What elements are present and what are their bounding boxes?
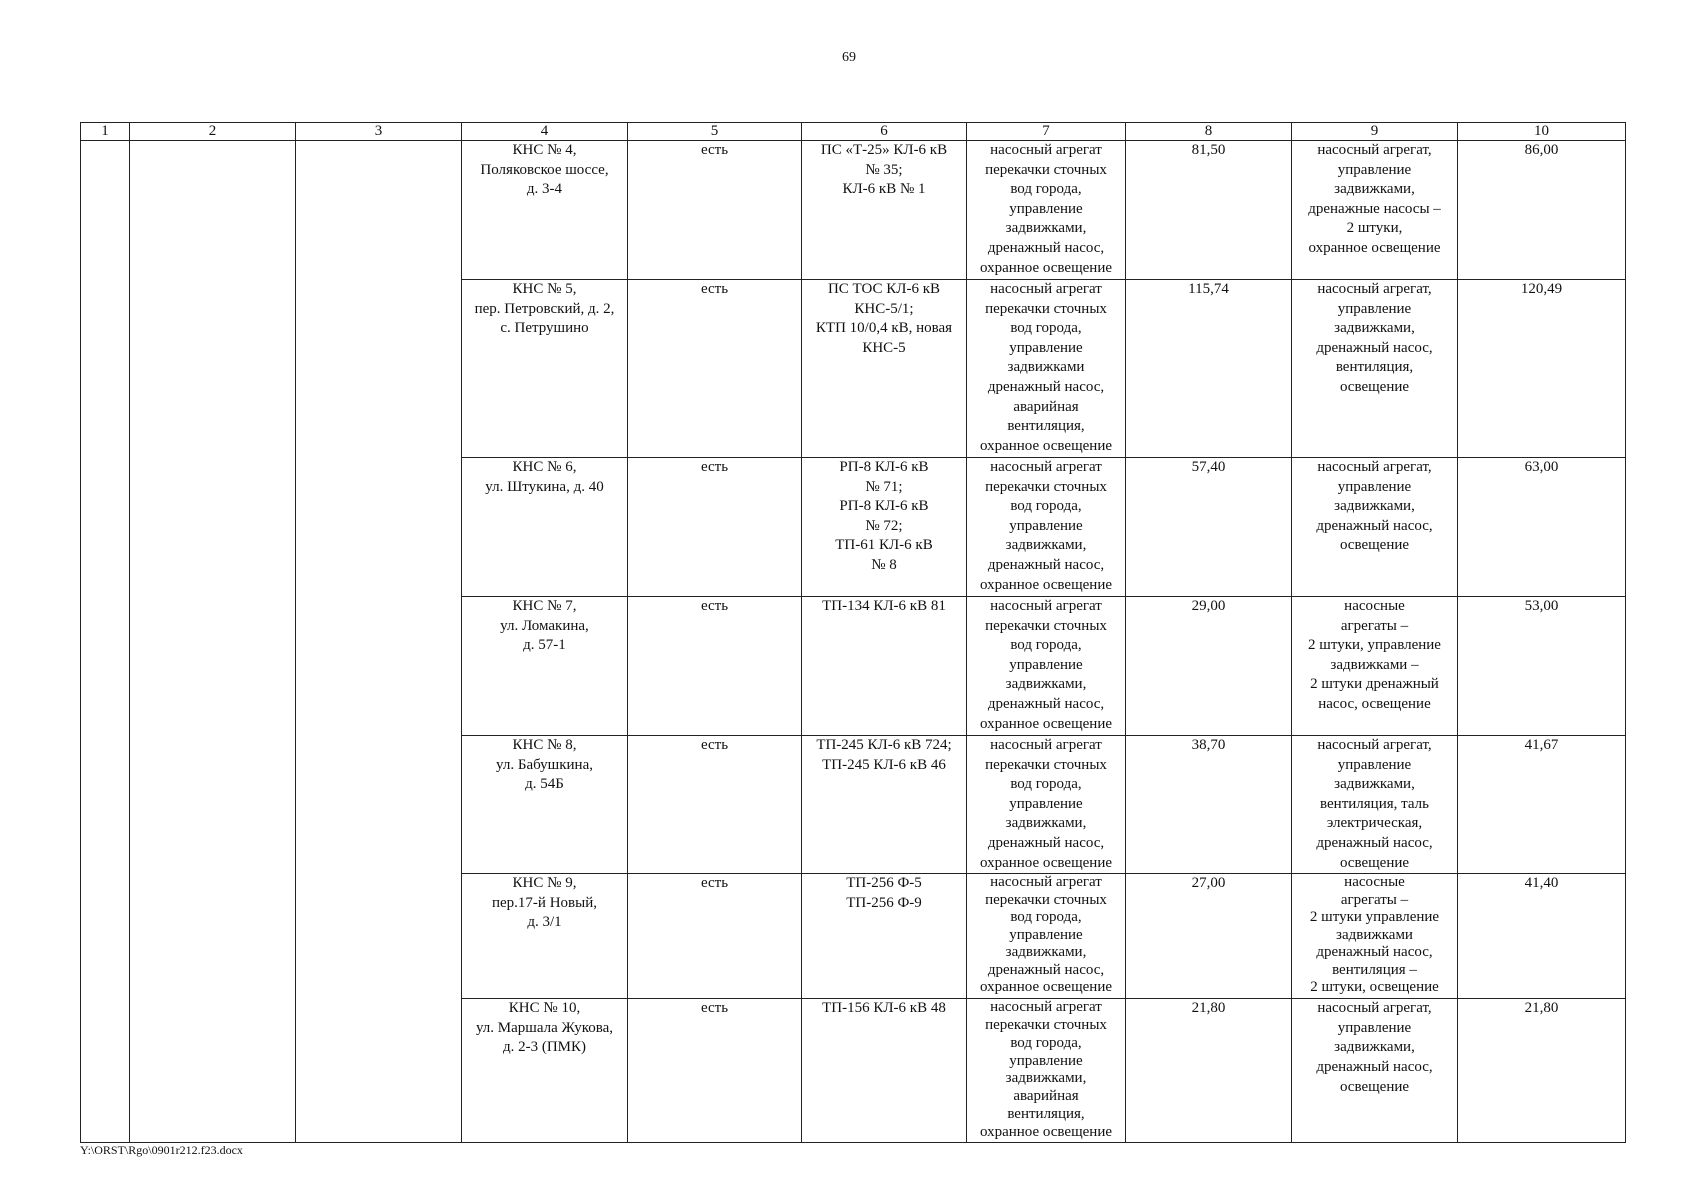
equipment: насосный агрегат перекачки сточных вод города, управление задвижками, дренажный насос, охранное освещение: [967, 597, 1126, 736]
equipment-alt: насосный агрегат, управление задвижками, дренажный насос, вентиляция, освещение: [1292, 280, 1458, 458]
equipment: насосный агрегат перекачки сточных вод города, управление задвижками, дренажный насос, охранное освещение: [967, 141, 1126, 280]
merged-cell-col1: [81, 141, 130, 1143]
equipment-alt: насосный агрегат, управление задвижками, дренажный насос, освещение: [1292, 999, 1458, 1142]
station-address: КНС № 4, Поляковское шоссе, д. 3-4: [462, 141, 628, 280]
load-value-alt: 53,00: [1458, 597, 1626, 736]
load-value: 21,80: [1126, 999, 1292, 1142]
availability: есть: [628, 597, 802, 736]
station-address: КНС № 8, ул. Бабушкина, д. 54Б: [462, 736, 628, 874]
column-number: 2: [130, 123, 296, 141]
equipment-alt: насосный агрегат, управление задвижками, дренажный насос, освещение: [1292, 458, 1458, 597]
table-row: [81, 141, 1626, 280]
availability: есть: [628, 874, 802, 999]
equipment-alt: насосный агрегат, управление задвижками, дренажные насосы – 2 штуки, охранное освещение: [1292, 141, 1458, 280]
column-number: 7: [967, 123, 1126, 141]
power-supply: ТП-245 КЛ-6 кВ 724; ТП-245 КЛ-6 кВ 46: [802, 736, 967, 874]
power-supply: ТП-256 Ф-5 ТП-256 Ф-9: [802, 874, 967, 999]
column-number: 1: [81, 123, 130, 141]
file-path-footer: Y:\ORST\Rgo\0901r212.f23.docx: [80, 1143, 243, 1157]
merged-cell-col3: [296, 141, 462, 1143]
load-value-alt: 63,00: [1458, 458, 1626, 597]
station-address: КНС № 6, ул. Штукина, д. 40: [462, 458, 628, 597]
station-address: КНС № 9, пер.17-й Новый, д. 3/1: [462, 874, 628, 999]
page-number: 69: [842, 50, 856, 65]
equipment: насосный агрегат перекачки сточных вод города, управление задвижками дренажный насос, аварийная вентиляция, охранное освещение: [967, 280, 1126, 458]
availability: есть: [628, 141, 802, 280]
load-value: 38,70: [1126, 736, 1292, 874]
column-number: 10: [1458, 123, 1626, 141]
power-supply: ПС «Т-25» КЛ-6 кВ № 35; КЛ-6 кВ № 1: [802, 141, 967, 280]
equipment: насосный агрегат перекачки сточных вод города, управление задвижками, дренажный насос, охранное освещение: [967, 736, 1126, 874]
column-number: 5: [628, 123, 802, 141]
load-value: 115,74: [1126, 280, 1292, 458]
power-supply: РП-8 КЛ-6 кВ № 71; РП-8 КЛ-6 кВ № 72; ТП-61 КЛ-6 кВ № 8: [802, 458, 967, 597]
column-number: 6: [802, 123, 967, 141]
availability: есть: [628, 280, 802, 458]
load-value: 27,00: [1126, 874, 1292, 999]
load-value: 81,50: [1126, 141, 1292, 280]
load-value-alt: 41,67: [1458, 736, 1626, 874]
station-address: КНС № 10, ул. Маршала Жукова, д. 2-3 (ПМК): [462, 999, 628, 1142]
merged-cell-col2: [130, 141, 296, 1143]
availability: есть: [628, 736, 802, 874]
load-value-alt: 21,80: [1458, 999, 1626, 1142]
load-value-alt: 41,40: [1458, 874, 1626, 999]
equipment-alt: насосные агрегаты – 2 штуки управление задвижками дренажный насос, вентиляция – 2 штуки, освещение: [1292, 874, 1458, 999]
station-address: КНС № 7, ул. Ломакина, д. 57-1: [462, 597, 628, 736]
equipment: насосный агрегат перекачки сточных вод города, управление задвижками, дренажный насос, охранное освещение: [967, 458, 1126, 597]
equipment-alt: насосный агрегат, управление задвижками, вентиляция, таль электрическая, дренажный насос, освещение: [1292, 736, 1458, 874]
load-value-alt: 86,00: [1458, 141, 1626, 280]
equipment: насосный агрегат перекачки сточных вод города, управление задвижками, дренажный насос, охранное освещение: [967, 874, 1126, 999]
power-supply: ПС ТОС КЛ-6 кВ КНС-5/1; КТП 10/0,4 кВ, новая КНС-5: [802, 280, 967, 458]
load-value: 57,40: [1126, 458, 1292, 597]
power-supply: ТП-134 КЛ-6 кВ 81: [802, 597, 967, 736]
column-number: 4: [462, 123, 628, 141]
column-number: 9: [1292, 123, 1458, 141]
station-address: КНС № 5, пер. Петровский, д. 2, с. Петрушино: [462, 280, 628, 458]
equipment-alt: насосные агрегаты – 2 штуки, управление задвижками – 2 штуки дренажный насос, освещение: [1292, 597, 1458, 736]
availability: есть: [628, 458, 802, 597]
equipment: насосный агрегат перекачки сточных вод города, управление задвижками, аварийная вентиляция, охранное освещение: [967, 999, 1126, 1142]
power-supply: ТП-156 КЛ-6 кВ 48: [802, 999, 967, 1142]
availability: есть: [628, 999, 802, 1142]
column-number-row: [81, 123, 1626, 141]
data-table: [80, 122, 1626, 1143]
load-value: 29,00: [1126, 597, 1292, 736]
load-value-alt: 120,49: [1458, 280, 1626, 458]
column-number: 8: [1126, 123, 1292, 141]
column-number: 3: [296, 123, 462, 141]
